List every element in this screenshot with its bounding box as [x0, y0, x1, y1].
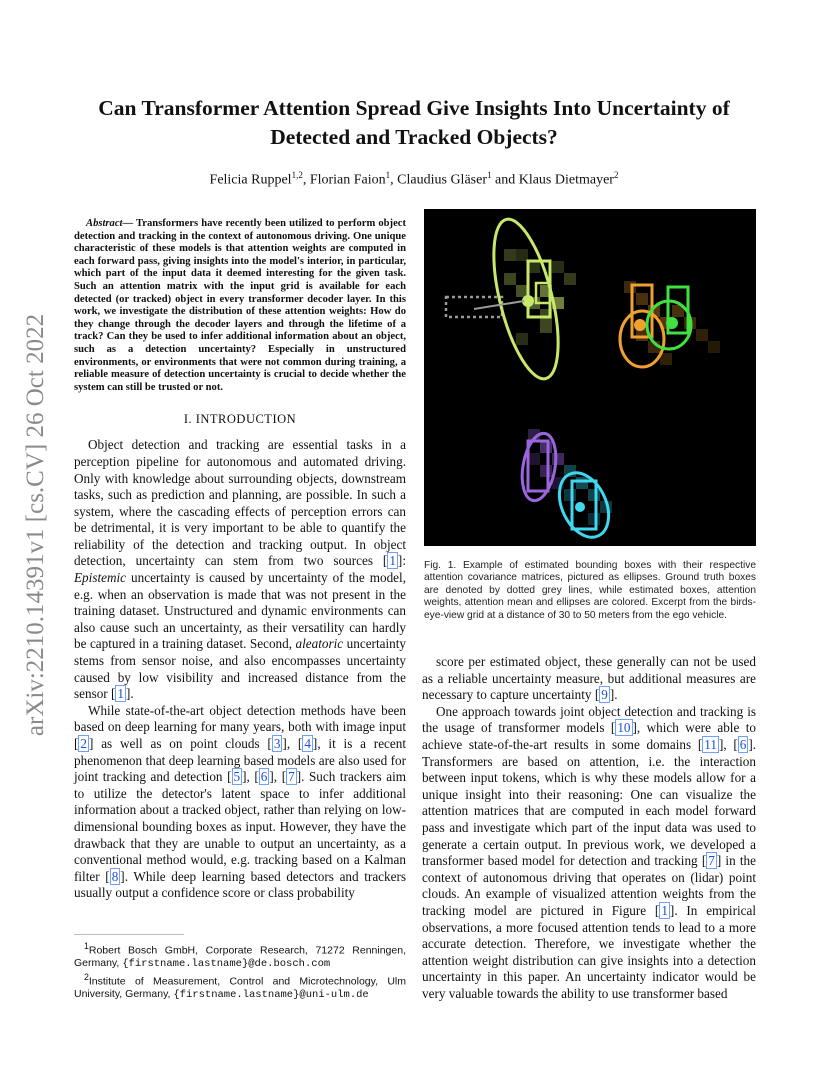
citation-link[interactable]: 8	[111, 868, 119, 884]
footnote-email: {firstname.lastname}@de.bosch.com	[122, 957, 331, 970]
abstract	[74, 218, 406, 394]
author-affiliation-mark: 2	[613, 170, 619, 180]
introduction-body	[74, 437, 406, 902]
body-paragraph: While state-of-the-art object detection methods have been based on deep learning for many years, both with image input [ 2 ] as well as on point clouds [ 3 ], [ 4 ], it is a recent phenomenon that deep learning based models are also used for joint tracking and detection [ 5 ], [ 6 ], [ 7 ]. Such trackers aim to utilize the detector's latent space to infer additional information about a tracked object, rather than relying on low-dimensional bounding boxes as input. However, they have the drawback that they are unable to output an uncertainty, as a conventional method would, e.g. tracking based on a Kalman filter [ 8 ]. While deep learning based detectors and trackers usually output a confidence score or class probability	[74, 702, 407, 901]
emphasis-term: aleatoric	[295, 636, 344, 652]
footnote-item: $^2$Institute of Measurement, Control and Microtechnology, Ulm University, Germany, {firstname.lastname}@uni-ulm.de	[74, 972, 406, 1002]
footnote-item: $^1$Robert Bosch GmbH, Corporate Research, 71272 Renningen, Germany, {firstname.lastname}@de.bosch.com	[74, 941, 406, 970]
citation-link[interactable]: 7	[708, 853, 715, 869]
citation-link[interactable]: 6	[260, 769, 268, 785]
attention-cell	[564, 273, 576, 285]
attention-cell	[564, 489, 576, 501]
attention-cell	[504, 249, 516, 261]
attention-cell	[540, 321, 552, 333]
author-affiliation-mark: 1,2	[291, 170, 303, 180]
arxiv-stamp-text: arXiv:2210.14391v1 [cs.CV] 26 Oct 2022	[22, 313, 49, 737]
attention-cell	[576, 477, 588, 489]
author-name: Klaus Dietmayer	[518, 172, 614, 188]
figure-caption: Fig. 1. Example of estimated bounding boxes with their respective attention covariance matrices, pictured as ellipses. Ground truth boxes are denoted by dotted grey lines, while estimated boxes, attention weights, attention mean and ellipses are colored. Excerpt from the birds-eye-view grid at a distance of 30 to 50 meters from the ego vehicle.	[424, 560, 756, 621]
section-heading-introduction: I. INTRODUCTION	[183, 412, 297, 427]
attention-cell	[708, 341, 720, 353]
attention-cell	[540, 441, 552, 453]
citation-link[interactable]: 10	[617, 720, 631, 736]
citation-link[interactable]: 4	[304, 736, 311, 751]
footnote-number: 1	[84, 941, 89, 951]
author-affiliation-mark: 1	[487, 170, 492, 180]
attention-mean	[666, 317, 678, 329]
attention-cell	[588, 513, 600, 525]
citation-link[interactable]: 11	[704, 736, 717, 752]
citation-link[interactable]: 1	[661, 902, 668, 918]
attention-mean	[634, 319, 646, 331]
right-column	[422, 654, 756, 1002]
left-column	[74, 218, 406, 902]
author-name: Florian Faion	[309, 172, 386, 188]
abstract-label: Abstract	[86, 218, 123, 229]
paper-title: Can Transformer Attention Spread Give Insights Into Uncertainty of Detected and Tracked Objects?	[98, 96, 730, 149]
body-paragraph: One approach towards joint object detection and tracking is the usage of transformer models [ 10 ], which were able to achieve state-of-the-art results in some domains [ 11 ], [ 6 ]. Transformers are based on attention, i.e. the interaction between input tokens, which is why these models allow for a unique insight into their reasoning: One can visualize the attention matrices that are computed in each model forward pass and investigate which part of the input data was used to generate a certain output. In previous work, we developed a transformer based model for detection and tracking [ 7 ] in the context of autonomous driving that operates on (lidar) point clouds. An example of visualized attention weights from the tracking model are pictured in Figure [ 1 ]. In empirical observations, a more focused attention tends to lead to a more accurate detection. Therefore, we investigate whether the attention weight distribution can give insights into a detection uncertainty in this paper. An uncertainty indicator would be very valuable towards the ability to use transformer based	[422, 703, 757, 1001]
citation-link[interactable]: 3	[273, 736, 281, 751]
citation-link[interactable]: 6	[739, 736, 747, 752]
attention-cell	[504, 273, 516, 285]
footnote-email: {firstname.lastname}@uni-ulm.de	[173, 989, 369, 1002]
citation-link[interactable]: 5	[233, 769, 241, 785]
author-name: Felicia Ruppel	[209, 172, 292, 188]
citation-link[interactable]: 2	[80, 736, 87, 751]
attention-cell	[516, 249, 528, 261]
footnote-rule	[74, 934, 184, 935]
body-paragraph: score per estimated object, these generally can not be used as a reliable uncertainty measure, but additional measures are necessary to capture uncertainty [ 9 ].	[422, 654, 756, 703]
author-name: Claudius Gläser	[397, 172, 487, 188]
body-paragraph: Object detection and tracking are essential tasks in a perception pipeline for autonomous and automated driving. Only with knowledge about surrounding objects, downstream tasks, such as prediction and planning, are possible. In such a system, where the cascading effects of perception errors can be detrimental, it is very important to be able to quantify the reliability of the detection and tracking output. In object detection, uncertainty can stem from two sources [ 1 ]: Epistemic uncertainty is caused by uncertainty of the model, e.g. when an observation is made that was not present in the training dataset. Unstructured and dynamic environments can also cause such an uncertainty, as their versatility can hardly be captured in a training dataset. Second, aleatoric uncertainty stems from sensor noise, and also encompasses uncertainty caused by low visibility and increased distance from the sensor [ 1 ].	[74, 437, 406, 702]
citation-link[interactable]: 9	[601, 687, 608, 703]
attention-cell	[636, 293, 648, 305]
citation-link[interactable]: 1	[389, 553, 396, 569]
attention-mean	[575, 502, 585, 512]
attention-cell	[624, 281, 636, 293]
author-affiliation-mark: 1	[385, 170, 391, 180]
attention-cell	[588, 489, 600, 501]
footnotes	[74, 940, 406, 1003]
attention-visualization	[424, 209, 756, 546]
attention-cell	[552, 453, 564, 465]
attention-cell	[696, 329, 708, 341]
figure-1-attention-grid	[424, 209, 756, 546]
author-list: Felicia Ruppel$^{1,2}$, Florian Faion$^1$, Claudius Gläser$^1$ and Klaus Dietmayer$^2$	[209, 170, 619, 188]
attention-cell	[528, 261, 540, 273]
attention-cell	[540, 465, 552, 477]
footnote-number: 2	[84, 972, 89, 983]
arxiv-stamp	[22, 290, 50, 760]
ground-truth-box	[446, 297, 502, 317]
attention-cell	[552, 261, 564, 273]
attention-cell	[516, 333, 528, 345]
citation-link[interactable]: 7	[288, 769, 295, 785]
emphasis-term: Epistemic	[74, 570, 127, 586]
attention-cell	[528, 453, 540, 465]
attention-cell	[516, 285, 528, 297]
citation-link[interactable]: 1	[117, 686, 124, 702]
abstract-text: — Transformers have recently been utilized to perform object detection and tracking in the context of autonomous driving. One unique characteristic of these models is that attention weights are computed in each forward pass, giving insights into the model's interior, in particular, which part of the input data it deemed interesting for the given task. Such an attention matrix with the input grid is available for each detected (or tracked) object in every transformer decoder layer. In this work, we investigate the distribution of these attention weights: How do they change through the decoder layers and through the lifetime of a track? Can they be used to infer additional information about an object, such as a detection uncertainty? Especially in unstructured environments, or environments that were not common during training, a reliable measure of detection uncertainty is crucial to decide whether the system can still be trusted or not.	[74, 218, 406, 393]
